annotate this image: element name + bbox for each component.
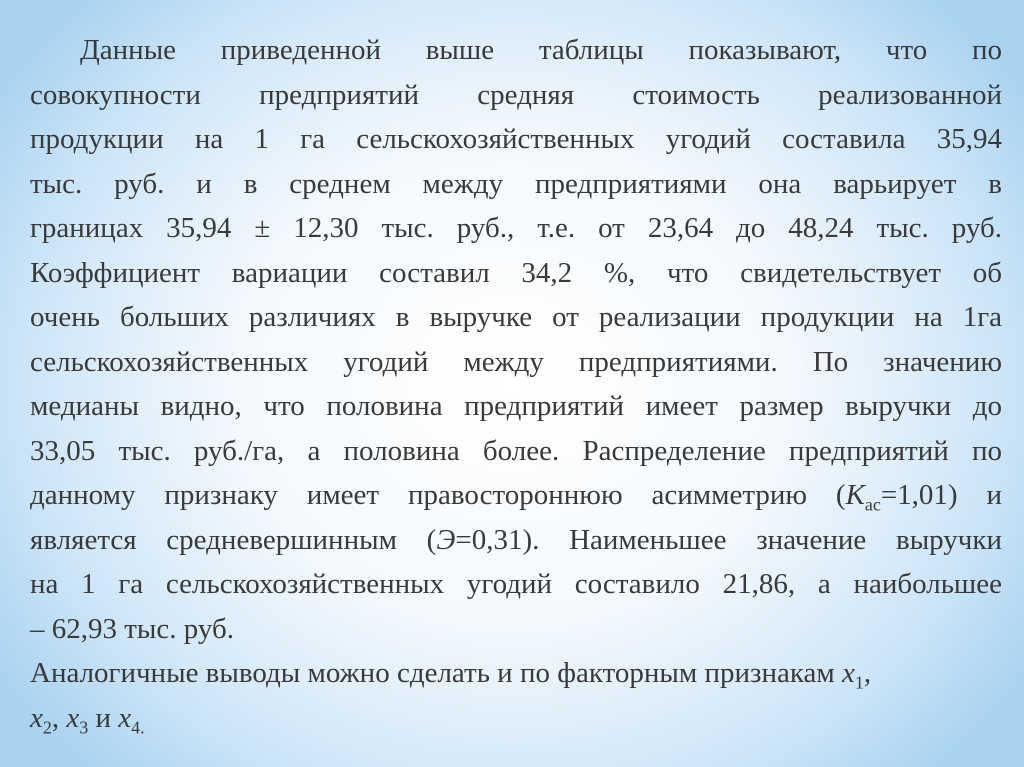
- line-text: =1,01) и: [880, 479, 1002, 511]
- text-line: на 1 га сельскохозяйственных угодий составило 21,86, а наибольшее: [30, 568, 1002, 600]
- text-line-excess: [30, 518, 1002, 563]
- line-text: является средневершинным (: [30, 523, 437, 556]
- conclusion-paragraph: [30, 651, 1002, 740]
- text-line: сельскохозяйственных угодий между предприятиями. По значению: [30, 345, 1002, 378]
- variable-x1: x: [842, 657, 855, 689]
- text-line: Коэффициент вариации составил 34,2 %, что свидетельствует об: [30, 256, 1002, 289]
- and-word: и: [88, 701, 119, 734]
- text-line-asymmetry: [30, 473, 1002, 518]
- excess-symbol: Э: [436, 523, 456, 556]
- text-line: тыс. руб. и в среднем между предприятиями она варьирует в: [30, 167, 1002, 200]
- text-line: – 62,93 тыс. руб.: [30, 612, 235, 645]
- text-line: совокупности предприятий средняя стоимость реализованной: [30, 78, 1002, 111]
- variable-x2: x: [30, 701, 43, 734]
- variable-x4: x: [118, 701, 132, 734]
- line-text: Аналогичные выводы можно сделать и по факторным признакам: [30, 657, 842, 689]
- text-line: границах 35,94 ± 12,30 тыс. руб., т.е. от 23,64 до 48,24 тыс. руб.: [30, 212, 1002, 244]
- text-line: 33,05 тыс. руб./га, а половина более. Распределение предприятий по: [30, 434, 1002, 467]
- subscript-4: 4.: [131, 716, 145, 737]
- subscript-1: 1: [854, 672, 864, 693]
- slide-content: [30, 28, 1002, 740]
- text-line: Данные приведенной выше таблицы показывают, что по: [80, 34, 1002, 66]
- line-text: данному признаку имеет правостороннюю асимметрию (: [30, 479, 846, 511]
- comma: ,: [863, 657, 872, 689]
- separator: ,: [51, 701, 67, 734]
- text-line: медианы видно, что половина предприятий имеет размер выручки до: [30, 390, 1002, 422]
- text-line: очень больших различиях в выручке от реализации продукции на 1га: [30, 301, 1002, 333]
- asymmetry-subscript: ас: [864, 494, 881, 515]
- subscript-2: 2: [42, 716, 52, 737]
- text-line: продукции на 1 га сельскохозяйственных угодий составила 35,94: [30, 123, 1002, 155]
- main-paragraph: [30, 28, 1002, 651]
- line-text: =0,31). Наименьшее значение выручки: [455, 523, 1002, 556]
- asymmetry-symbol: К: [845, 479, 865, 511]
- variable-x3: x: [66, 701, 80, 734]
- conclusion-line: [30, 696, 1002, 741]
- subscript-3: 3: [79, 716, 89, 737]
- conclusion-line: [30, 651, 1002, 696]
